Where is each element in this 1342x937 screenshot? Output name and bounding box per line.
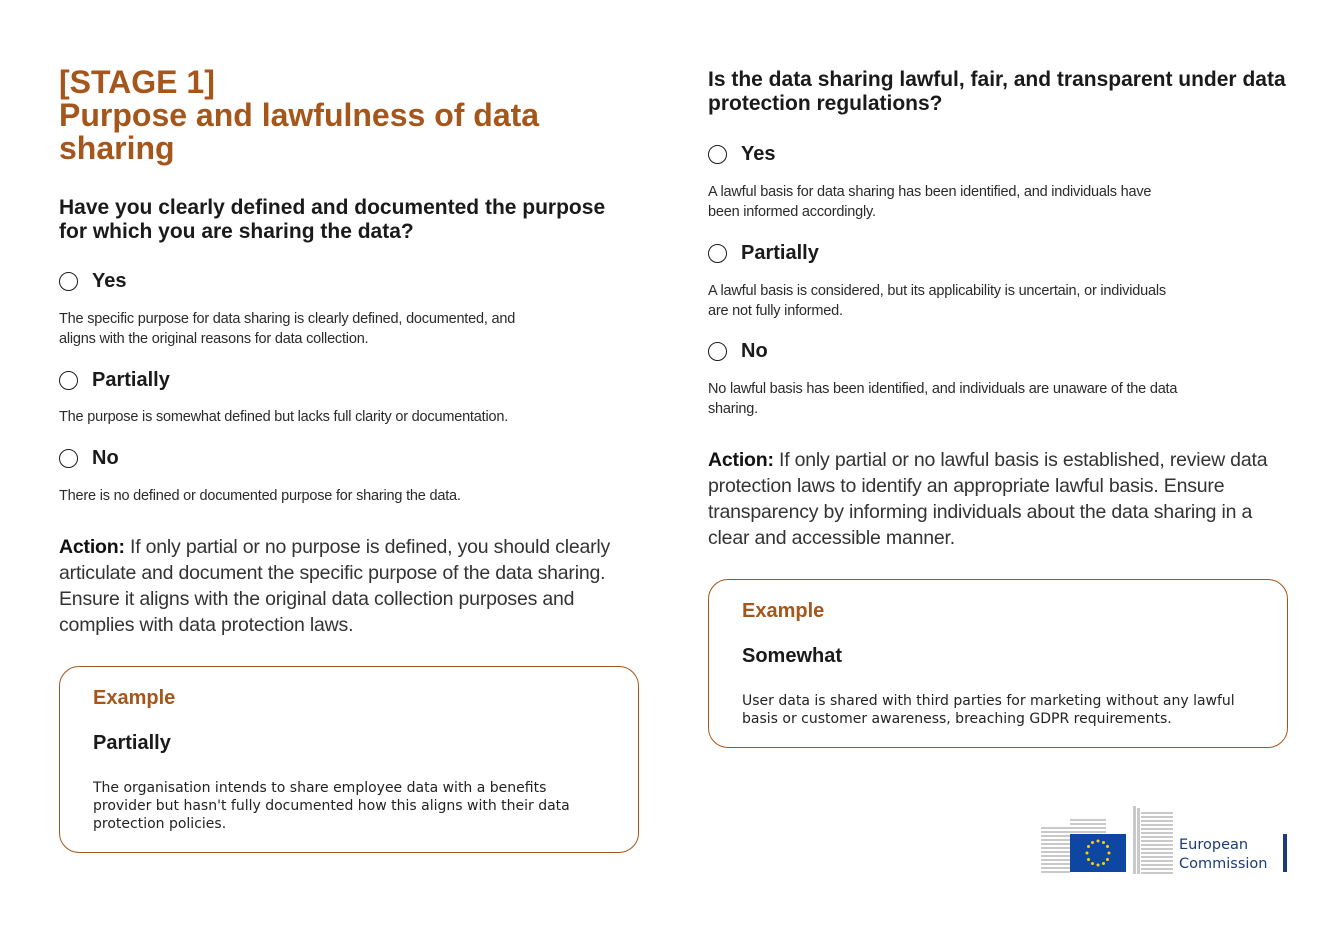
option-label: No [741,340,768,362]
option-label: Yes [741,143,776,165]
example-box-purpose [59,666,639,853]
radio-no-lawful[interactable] [708,342,727,361]
stage-heading: Purpose and lawfulness of data sharing [59,97,540,166]
example-text: User data is shared with third parties for marketing without any lawful basis or customer awareness, breaching GDPR requirements. [742,693,1235,727]
option-description: The specific purpose for data sharing is clearly defined, documented, and aligns with the original reasons for data collection. [59,311,516,347]
action-lawfulness [708,447,1283,551]
stage-label: [STAGE 1] [59,64,215,100]
option-label: No [92,447,119,469]
action-text: If only partial or no lawful basis is established, review data protection laws to identify an appropriate lawful basis. Ensure transparency by informing individuals about the data sharing in a clear and accessible manner. [708,449,1268,549]
example-title: Example [93,687,176,709]
logo-text-line2: Commission [1179,856,1268,872]
option-description: No lawful basis has been identified, and individuals are unaware of the data sharing. [708,381,1178,417]
example-title: Example [742,600,825,622]
option-description: A lawful basis is considered, but its applicability is uncertain, or individuals are not fully informed. [708,283,1166,319]
radio-no-purpose[interactable] [59,449,78,468]
option-label: Partially [92,369,170,391]
action-label: Action: [708,449,774,471]
example-box-lawfulness [708,579,1288,748]
option-description: There is no defined or documented purpose for sharing the data. [59,488,461,504]
logo-text-line1: European [1179,837,1249,853]
option-partially-purpose[interactable] [59,369,170,392]
radio-yes-lawful[interactable] [708,145,727,164]
stage-title [59,66,659,165]
logo-bar [1283,834,1287,872]
example-text: The organisation intends to share employee data with a benefits provider but hasn't fully documented how this aligns with their data protection policies. [93,780,570,832]
option-label: Yes [92,270,127,292]
action-text: If only partial or no purpose is defined, you should clearly articulate and document the specific purpose of the data sharing. Ensure it aligns with the original data collection purposes and complies with data protection laws. [59,536,611,636]
radio-partially-purpose[interactable] [59,371,78,390]
option-description: The purpose is somewhat defined but lacks full clarity or documentation. [59,409,509,425]
option-yes-lawful[interactable] [708,143,775,166]
action-label: Action: [59,536,125,558]
eu-flag-building-icon [1041,806,1177,874]
option-no-purpose[interactable] [59,447,119,470]
european-commission-logo [1041,806,1291,874]
example-rating: Partially [93,732,171,754]
radio-partially-lawful[interactable] [708,244,727,263]
question-lawfulness: Is the data sharing lawful, fair, and transparent under data protection regulations? [708,68,1286,115]
option-no-lawful[interactable] [708,340,768,363]
action-purpose [59,534,624,638]
option-description: A lawful basis for data sharing has been identified, and individuals have been informed accordingly. [708,184,1152,220]
option-yes-purpose[interactable] [59,270,126,293]
radio-yes-purpose[interactable] [59,272,78,291]
option-partially-lawful[interactable] [708,242,819,265]
example-rating: Somewhat [742,645,843,667]
option-label: Partially [741,242,819,264]
question-purpose: Have you clearly defined and documented the purpose for which you are sharing the data? [59,196,606,243]
